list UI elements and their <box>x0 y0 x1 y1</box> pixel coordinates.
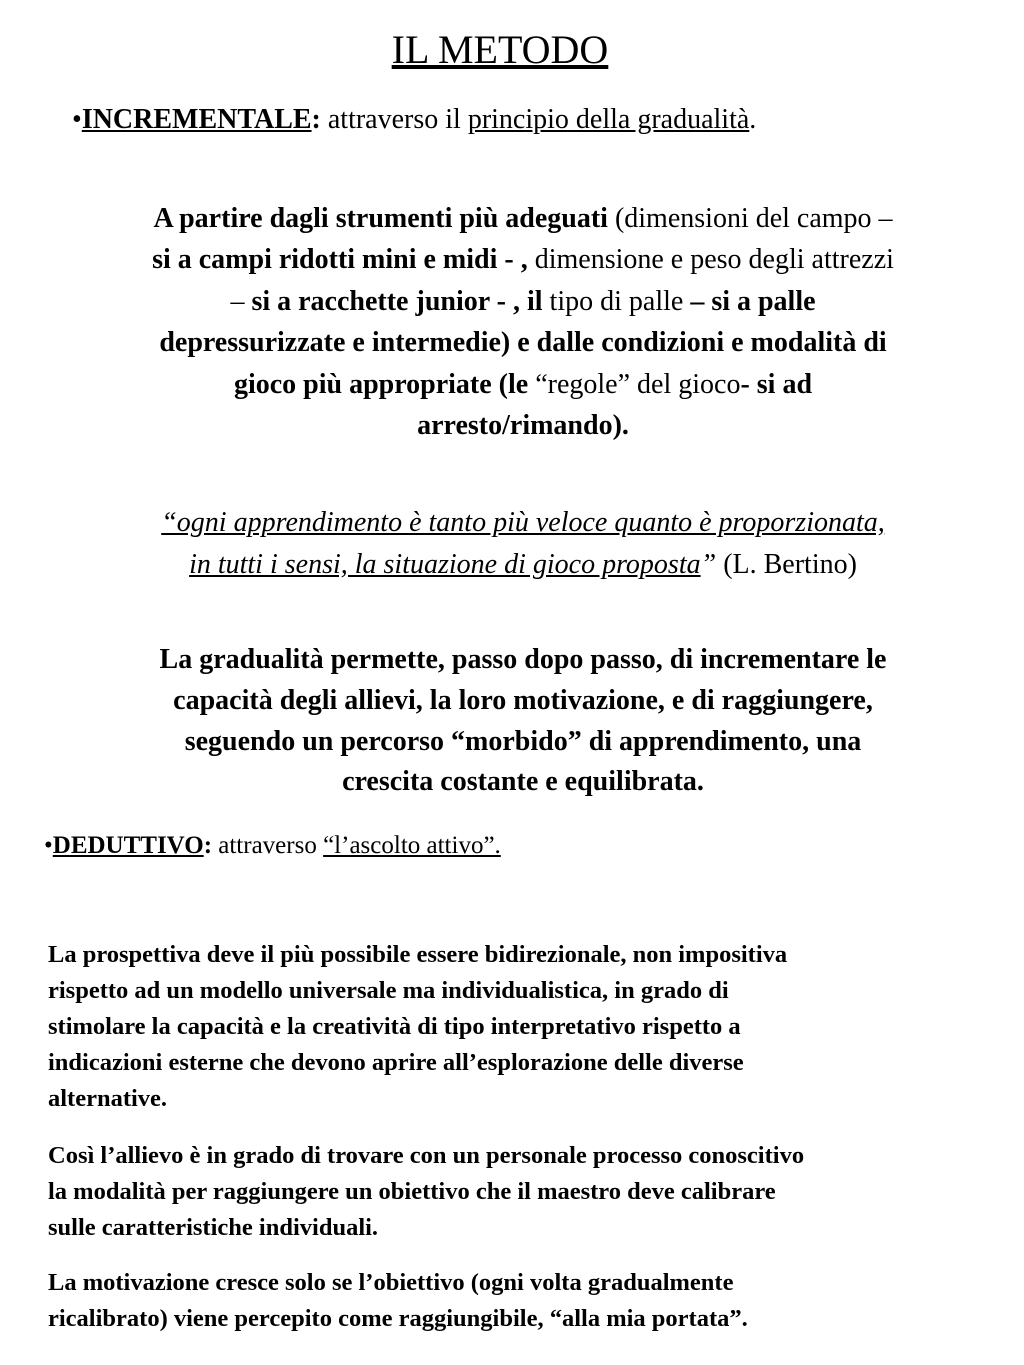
para2-line2: capacità degli allievi, la loro motivazione, e di raggiungere, <box>173 684 873 716</box>
para1-line3-normal: tipo di palle <box>542 285 691 317</box>
quote-close-mark: ” <box>700 548 717 580</box>
strumenti-paragraph <box>60 198 986 446</box>
para5-line2: ricalibrato) viene percepito come raggiungibile, “alla mia portata”. <box>48 1305 748 1332</box>
deduttivo-bullet-line <box>44 826 501 866</box>
para1-line3-bold-end: – si a palle <box>690 285 816 317</box>
incrementale-text: attraverso il <box>320 104 468 135</box>
para1-line6: arresto/rimando). <box>417 410 629 442</box>
deduttivo-colon: : <box>203 832 213 859</box>
para2-line1: La gradualità permette, passo dopo passo, di incrementare le <box>159 644 887 675</box>
para3-line5: alternative. <box>48 1085 168 1112</box>
para1-line5-bold-end: - si ad <box>740 368 813 400</box>
para5-line1: La motivazione cresce solo se l’obiettivo (ogni volta gradualmente <box>48 1269 734 1296</box>
para1-line1-bold: A partire dagli strumenti più adeguati <box>153 203 608 234</box>
para1-line2-normal: dimensione e peso degli attrezzi <box>527 244 894 276</box>
page-title: IL METODO <box>391 27 609 72</box>
para4-line3: sulle caratteristiche individuali. <box>48 1214 379 1241</box>
para3-line3: stimolare la capacità e la creatività di tipo interpretativo rispetto a <box>48 1013 741 1040</box>
para4-line2: la modalità per raggiungere un obiettivo che il maestro deve calibrare <box>48 1178 776 1205</box>
para1-line3-dash: – <box>230 285 252 317</box>
incrementale-colon: : <box>311 104 321 135</box>
para3-line4: indicazioni esterne che devono aprire all’esplorazione delle diverse <box>48 1049 744 1076</box>
gradualita-paragraph <box>60 640 986 803</box>
principio-link: principio della gradualità <box>467 104 750 135</box>
bertino-quote <box>60 502 986 585</box>
bullet-icon: • <box>44 832 53 859</box>
quote-line2: in tutti i sensi, la situazione di gioco proposta <box>189 548 701 580</box>
para1-line1-normal: (dimensioni del campo – <box>607 203 893 234</box>
para2-line4: crescita costante e equilibrata. <box>342 766 704 798</box>
para2-line3: seguendo un percorso “morbido” di apprendimento, una <box>184 725 862 757</box>
quote-line1: “ogni apprendimento è tanto più veloce quanto è proporzionata, <box>161 507 885 538</box>
para3-line2: rispetto ad un modello universale ma individualistica, in grado di <box>48 977 729 1004</box>
allievo-paragraph <box>48 1138 993 1246</box>
para1-line5-bold: gioco più appropriate (le <box>233 368 529 400</box>
prospettiva-paragraph <box>48 937 993 1117</box>
deduttivo-label: DEDUTTIVO <box>52 832 204 859</box>
incrementale-label: INCREMENTALE <box>81 104 312 135</box>
para1-line3-bold: si a racchette junior - , il <box>251 285 543 317</box>
para1-line2-bold: si a campi ridotti mini e midi - , <box>152 244 528 276</box>
incrementale-bullet-line <box>72 100 756 140</box>
para4-line1: Così l’allievo è in grado di trovare con un personale processo conoscitivo <box>48 1142 805 1169</box>
bullet-icon: • <box>72 104 82 135</box>
para1-line5-normal: “regole” del gioco <box>528 368 741 400</box>
para1-line4: depressurizzate e intermedie) e dalle condizioni e modalità di <box>159 327 887 359</box>
deduttivo-text: attraverso <box>212 832 324 859</box>
para3-line1: La prospettiva deve il più possibile essere bidirezionale, non impositiva <box>48 941 788 968</box>
quote-author: (L. Bertino) <box>716 548 857 580</box>
ascolto-link: “l’ascolto attivo”. <box>323 832 501 859</box>
incrementale-end: . <box>749 104 757 135</box>
motivazione-paragraph <box>48 1265 993 1337</box>
